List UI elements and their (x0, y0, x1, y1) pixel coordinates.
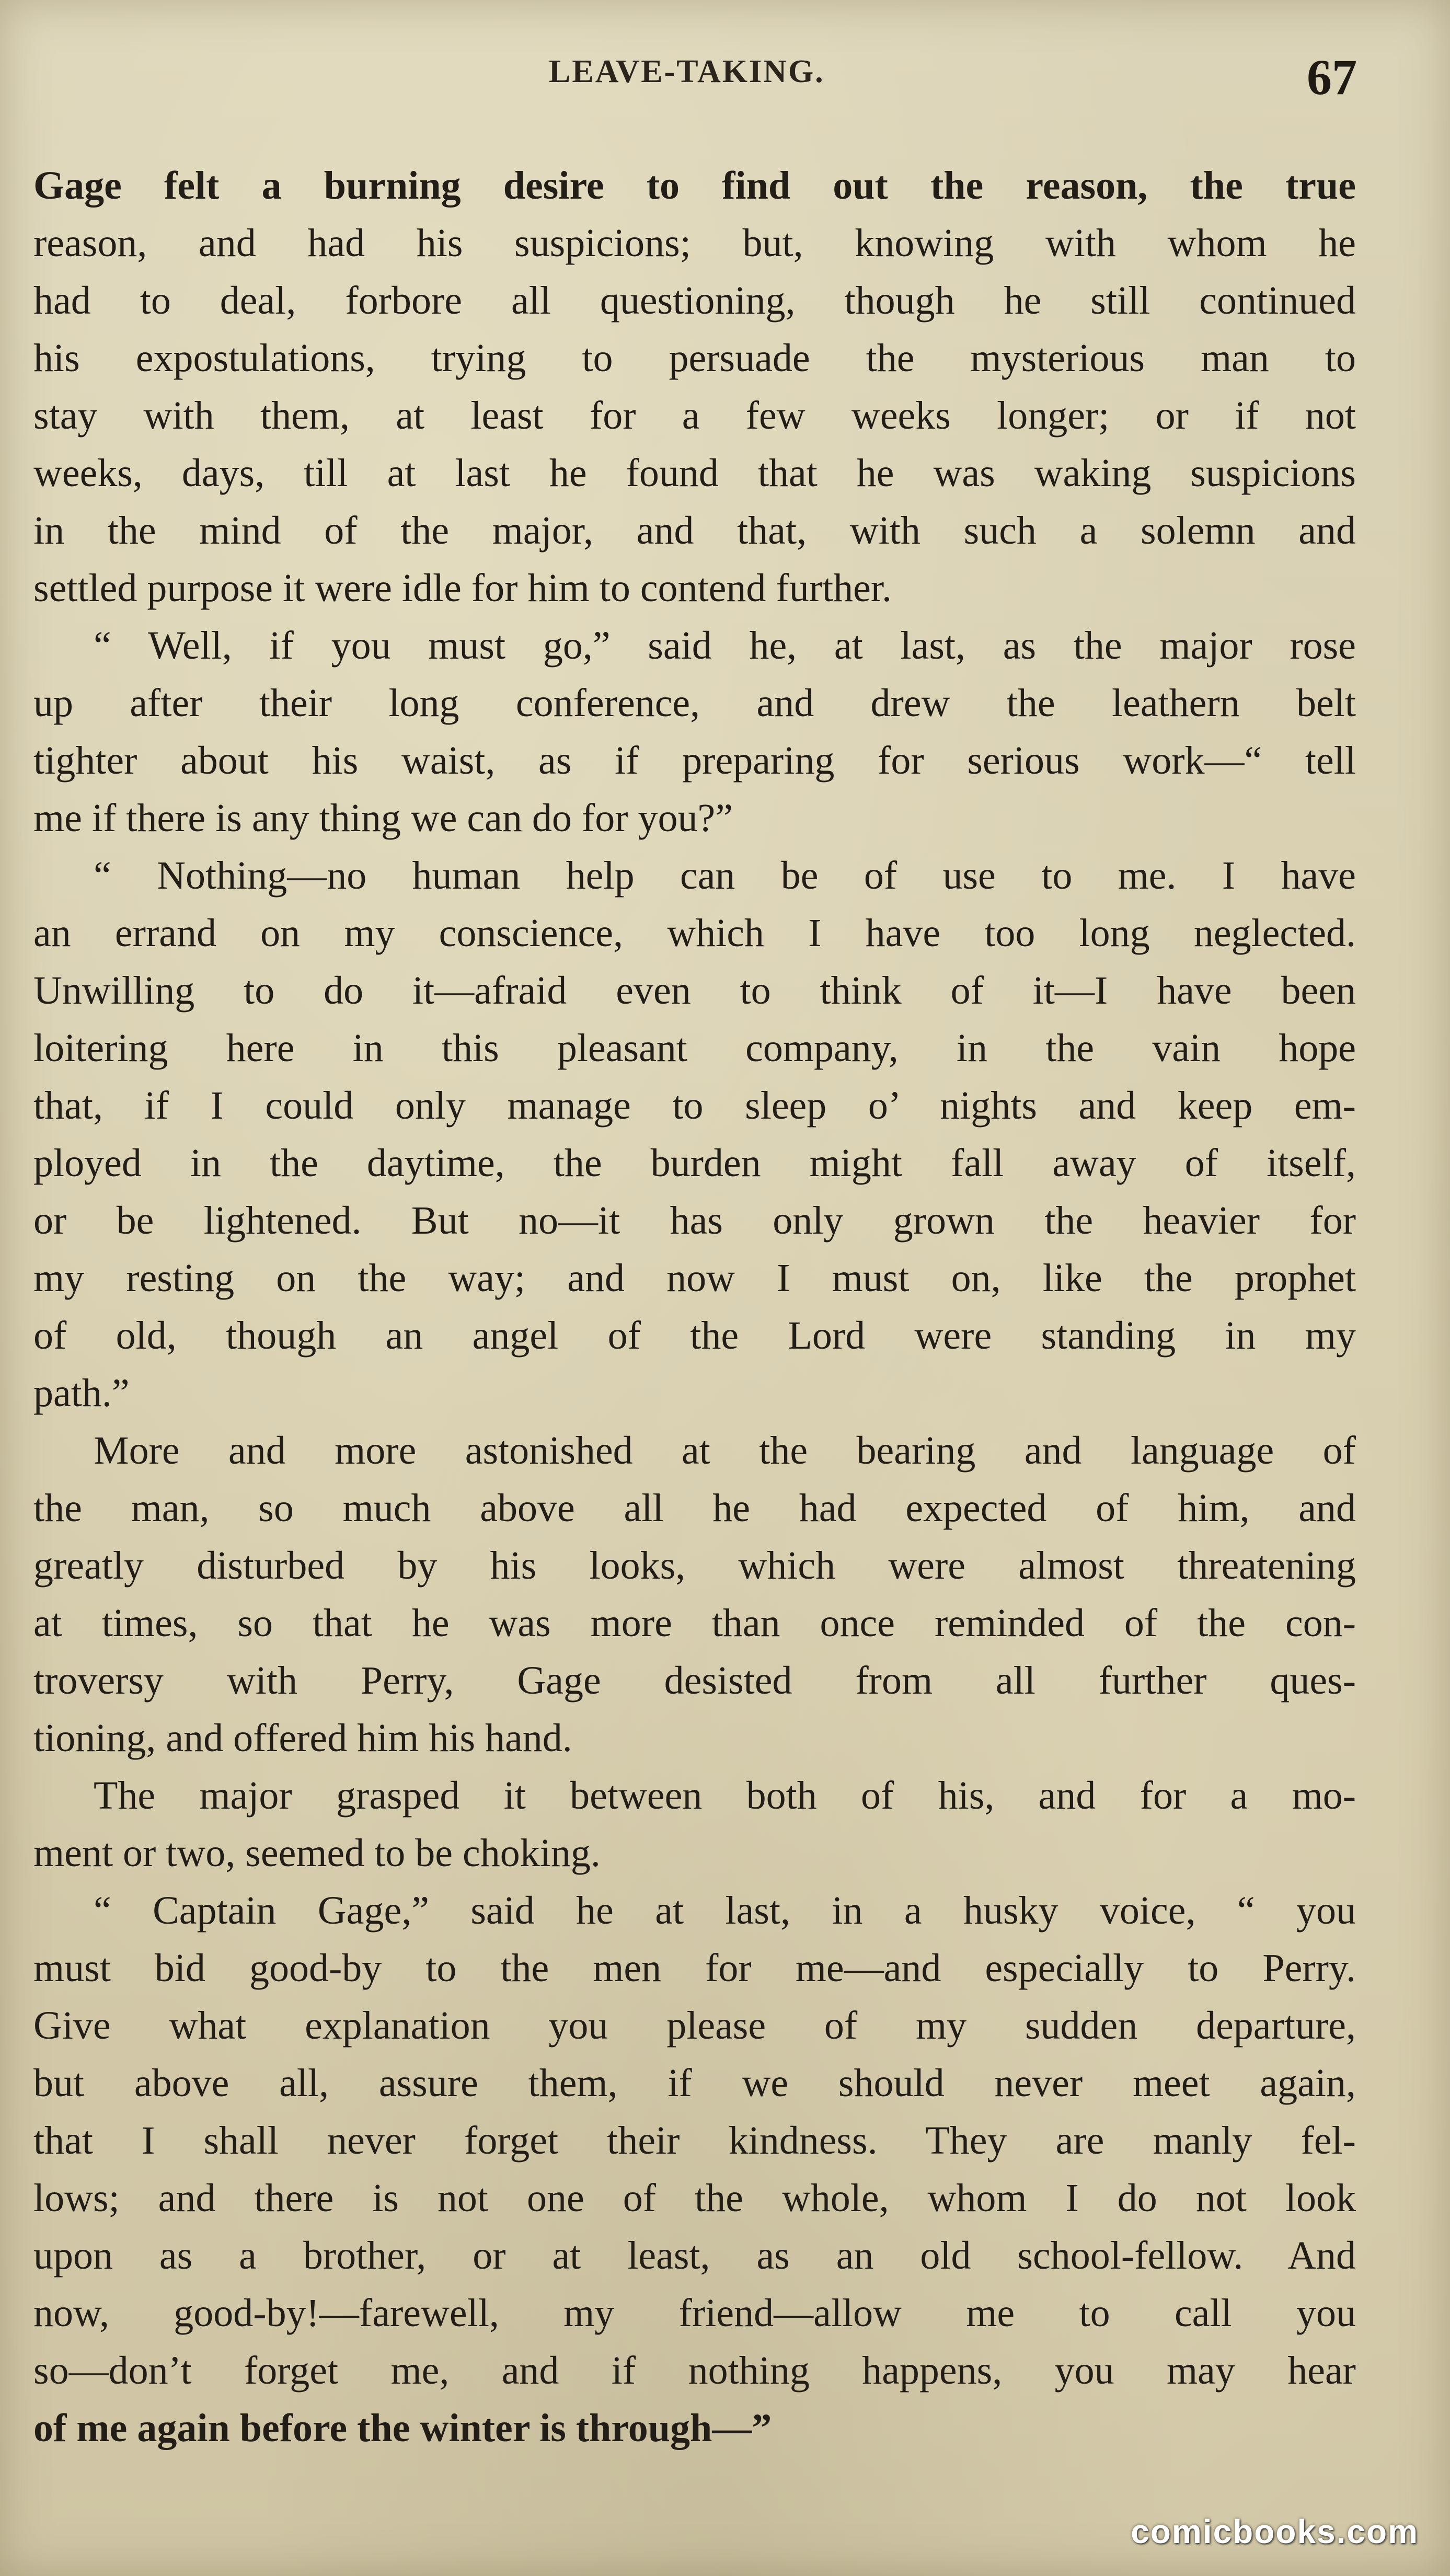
running-title: LEAVE-TAKING. (549, 54, 825, 89)
text-line: his expostulations, trying to persuade the mysterious man to (33, 336, 1356, 380)
text-line: “ Nothing—no human help can be of use to me. I have (94, 854, 1356, 898)
text-line: settled purpose it were idle for him to contend further. (33, 566, 892, 610)
text-line: lows; and there is not one of the whole, whom I do not look (33, 2176, 1356, 2220)
text-line: had to deal, forbore all questioning, though he still continued (33, 279, 1356, 323)
watermark: comicbooks.com (1131, 2513, 1419, 2550)
text-line: of me again before the winter is through—” (33, 2406, 772, 2450)
text-line: of old, though an angel of the Lord were standing in my (33, 1314, 1356, 1358)
text-line: up after their long conference, and drew the leathern belt (33, 681, 1356, 725)
text-line: greatly disturbed by his looks, which were almost threatening (33, 1544, 1356, 1588)
text-line: an errand on my conscience, which I have too long neglected. (33, 911, 1356, 955)
text-line: ment or two, seemed to be choking. (33, 1831, 601, 1875)
text-line: troversy with Perry, Gage desisted from all further ques- (33, 1659, 1356, 1703)
body-text (33, 157, 1356, 2457)
text-line: loitering here in this pleasant company, in the vain hope (33, 1026, 1356, 1070)
text-line: me if there is any thing we can do for you?” (33, 796, 733, 840)
text-line: tighter about his waist, as if preparing for serious work—“ tell (33, 739, 1356, 783)
page-number: 67 (1307, 49, 1357, 105)
text-line: must bid good-by to the men for me—and especially to Perry. (33, 1946, 1356, 1990)
text-line: stay with them, at least for a few weeks longer; or if not (33, 394, 1356, 438)
text-line: path.” (33, 1371, 130, 1415)
text-line: my resting on the way; and now I must on, like the prophet (33, 1256, 1356, 1300)
text-line: ployed in the daytime, the burden might fall away of itself, (33, 1141, 1356, 1185)
text-line: the man, so much above all he had expected of him, and (33, 1486, 1356, 1530)
text-line: Unwilling to do it—afraid even to think of it—I have been (33, 969, 1356, 1013)
text-line: at times, so that he was more than once reminded of the con- (33, 1601, 1356, 1645)
text-line: weeks, days, till at last he found that he was waking suspicions (33, 451, 1356, 495)
running-head (0, 48, 1450, 106)
text-line: now, good-by!—farewell, my friend—allow me to call you (33, 2291, 1356, 2335)
text-line: that I shall never forget their kindness. They are manly fel- (33, 2119, 1356, 2163)
text-line: or be lightened. But no—it has only grown the heavier for (33, 1199, 1356, 1243)
text-line: The major grasped it between both of his, and for a mo- (94, 1774, 1356, 1818)
text-line: that, if I could only manage to sleep o’ nights and keep em- (33, 1084, 1356, 1128)
text-line: reason, and had his suspicions; but, knowing with whom he (33, 221, 1356, 265)
text-line: tioning, and offered him his hand. (33, 1716, 572, 1760)
text-line: in the mind of the major, and that, with such a solemn and (33, 509, 1356, 553)
text-line: Gage felt a burning desire to find out the reason, the true (33, 164, 1356, 208)
text-line: “ Well, if you must go,” said he, at last, as the major rose (94, 624, 1356, 668)
text-line: Give what explanation you please of my sudden departure, (33, 2004, 1356, 2048)
text-line: but above all, assure them, if we should never meet again, (33, 2061, 1356, 2105)
text-line: More and more astonished at the bearing and language of (94, 1429, 1356, 1473)
text-line: so—don’t forget me, and if nothing happens, you may hear (33, 2349, 1356, 2393)
text-line: upon as a brother, or at least, as an old school-fellow. And (33, 2234, 1356, 2278)
text-line: “ Captain Gage,” said he at last, in a husky voice, “ you (94, 1889, 1356, 1933)
